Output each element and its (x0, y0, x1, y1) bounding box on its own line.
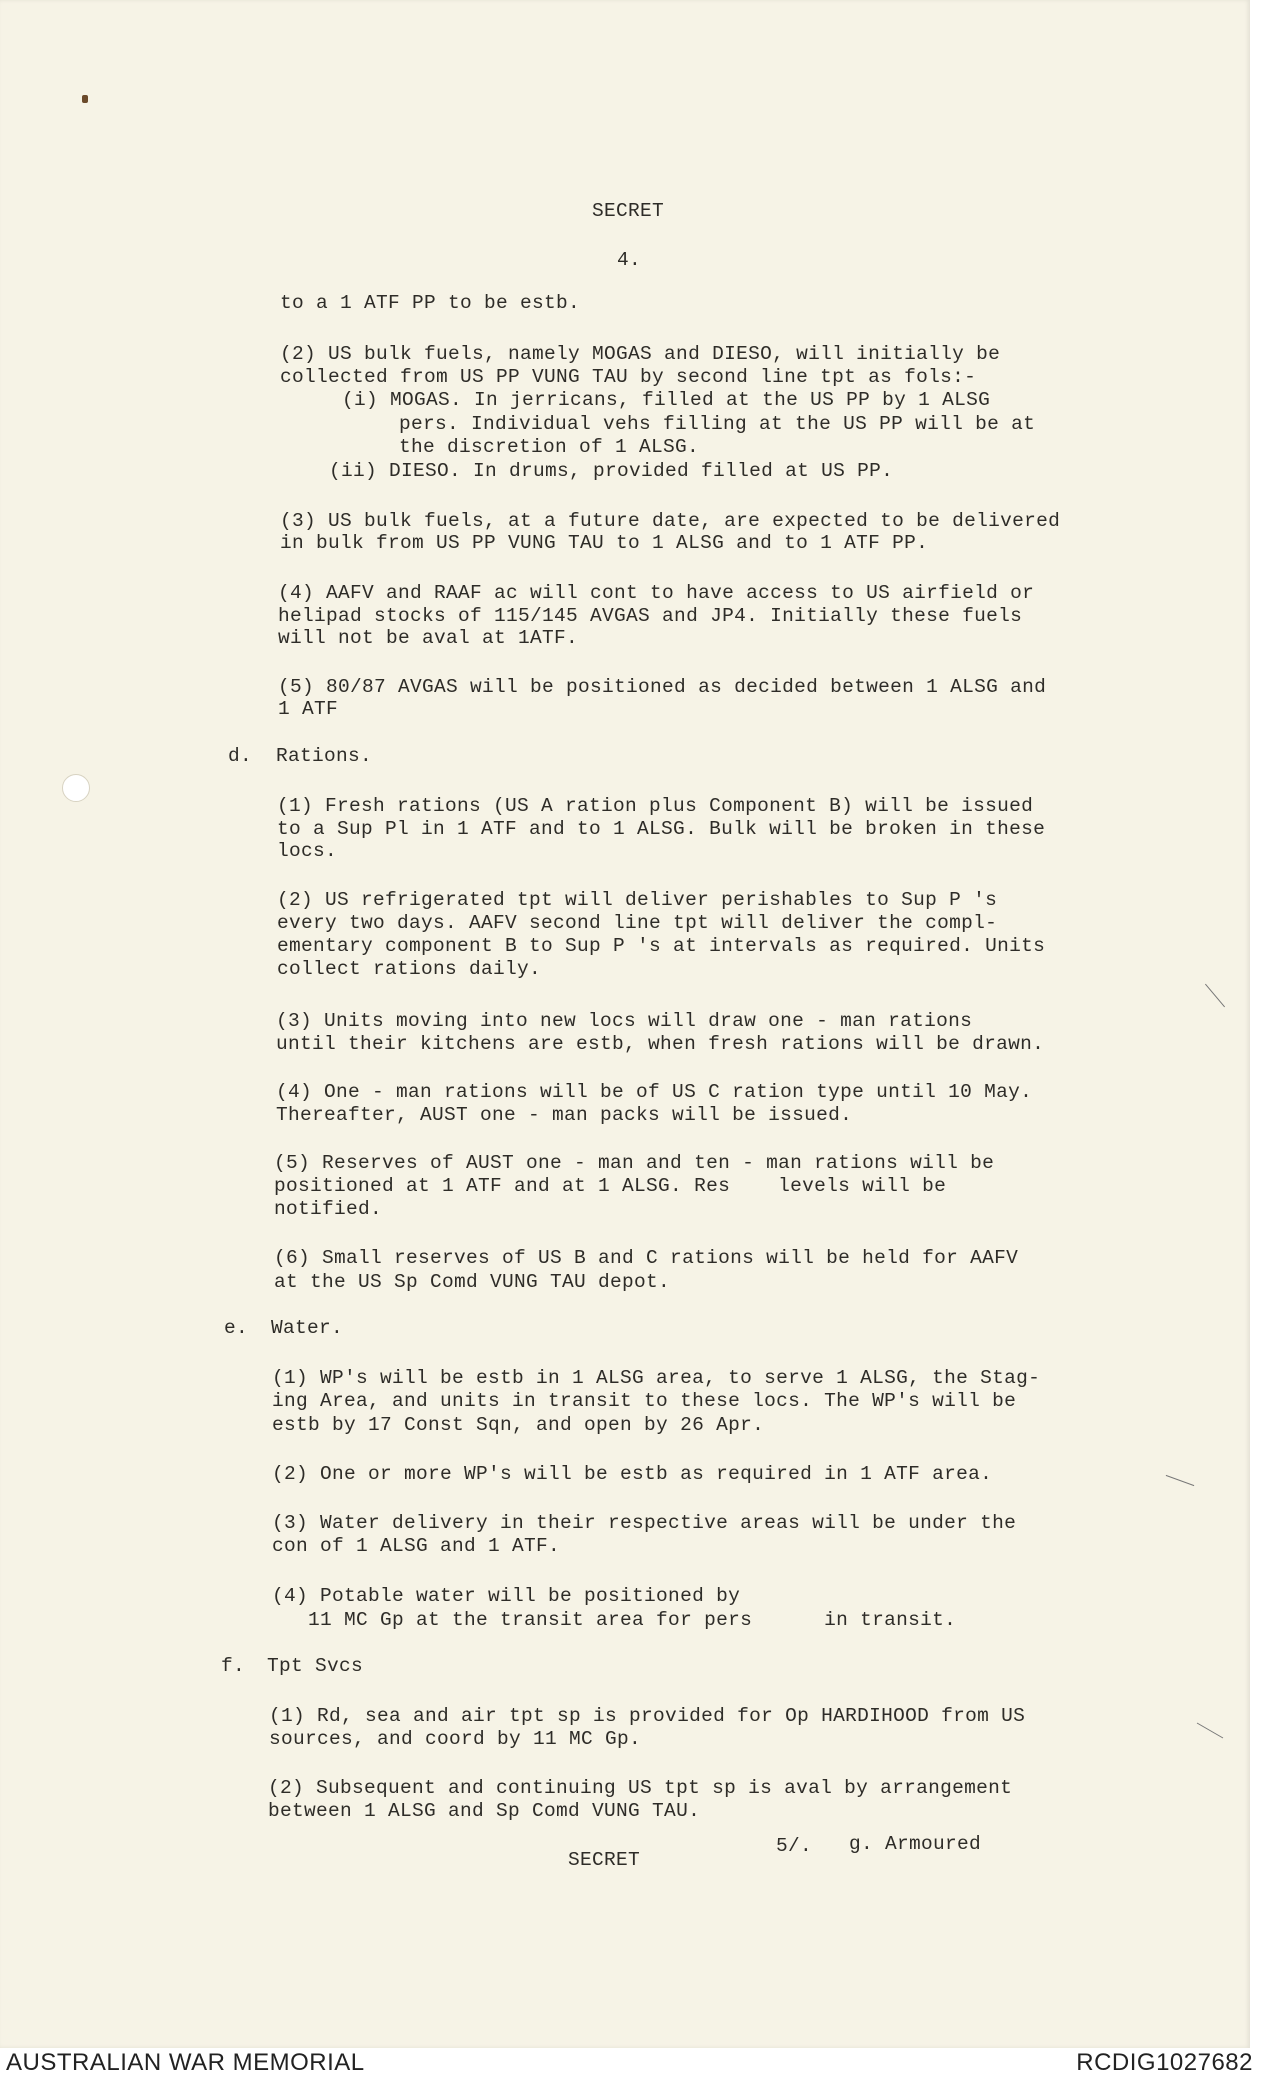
fuel-para-5-line-1: (5) 80/87 AVGAS will be positioned as decided between 1 ALSG and (278, 676, 1047, 698)
rations-para-2-line-2: every two days. AAFV second line tpt will deliver the compl- (277, 912, 998, 934)
transport-heading: Tpt Svcs (267, 1655, 364, 1677)
water-para-1-line-1: (1) WP's will be estb in 1 ALSG area, to serve 1 ALSG, the Stag- (272, 1367, 1041, 1389)
fuel-para-5-line-2: 1 ATF (278, 698, 339, 720)
footer-classification: SECRET (568, 1849, 641, 1871)
continuation-line: to a 1 ATF PP to be estb. (280, 292, 581, 314)
page-number: 4. (617, 249, 642, 271)
fuel-sub-i-line-3: the discretion of 1 ALSG. (399, 436, 700, 458)
edge-mark (1197, 1723, 1223, 1739)
water-letter: e. (224, 1317, 249, 1339)
rations-heading: Rations. (276, 745, 373, 767)
rations-para-5-line-1: (5) Reserves of AUST one - man and ten - man rations will be (274, 1152, 995, 1174)
rations-para-4-line-1: (4) One - man rations will be of US C ration type until 10 May. (276, 1081, 1033, 1103)
rations-para-3-line-2: until their kitchens are estb, when fresh rations will be drawn. (276, 1033, 1045, 1055)
water-para-4-line-1: (4) Potable water will be positioned by (272, 1585, 741, 1607)
fuel-sub-ii-line-1: (ii) DIESO. In drums, provided filled at US PP. (329, 460, 894, 482)
fuel-para-4-line-2: helipad stocks of 115/145 AVGAS and JP4. Initially these fuels (278, 605, 1023, 627)
rations-para-5-line-3: notified. (274, 1198, 383, 1220)
rations-para-6-line-2: at the US Sp Comd VUNG TAU depot. (274, 1271, 671, 1293)
rations-letter: d. (228, 745, 253, 767)
fuel-para-4-line-3: will not be aval at 1ATF. (278, 627, 579, 649)
transport-letter: f. (221, 1655, 246, 1677)
water-heading: Water. (271, 1317, 344, 1339)
rations-para-1-line-1: (1) Fresh rations (US A ration plus Component B) will be issued (277, 795, 1034, 817)
rations-para-1-line-2: to a Sup Pl in 1 ATF and to 1 ALSG. Bulk will be broken in these (277, 818, 1046, 840)
transport-para-2-line-1: (2) Subsequent and continuing US tpt sp is aval by arrangement (268, 1777, 1013, 1799)
water-para-4-line-2: 11 MC Gp at the transit area for pers in transit. (272, 1609, 957, 1631)
punch-hole (62, 774, 90, 802)
rations-para-2-line-3: ementary component B to Sup P 's at intervals as required. Units (277, 935, 1046, 957)
transport-para-2-line-2: between 1 ALSG and Sp Comd VUNG TAU. (268, 1800, 701, 1822)
fuel-para-2-line-1: (2) US bulk fuels, namely MOGAS and DIESO, will initially be (280, 343, 1001, 365)
catchword: g. Armoured (849, 1833, 982, 1855)
fuel-para-2-line-2: collected from US PP VUNG TAU by second line tpt as fols:- (280, 366, 977, 388)
rations-para-1-line-3: locs. (277, 840, 338, 862)
next-page-marker: 5/. (776, 1835, 813, 1857)
rations-para-4-line-2: Thereafter, AUST one - man packs will be issued. (276, 1104, 853, 1126)
water-para-3-line-2: con of 1 ALSG and 1 ATF. (272, 1535, 561, 1557)
archive-record-id: RCDIG1027682 (1076, 2049, 1253, 2076)
fuel-para-4-line-1: (4) AAFV and RAAF ac will cont to have access to US airfield or (278, 582, 1035, 604)
fuel-para-3-line-2: in bulk from US PP VUNG TAU to 1 ALSG and to 1 ATF PP. (280, 532, 929, 554)
header-classification: SECRET (592, 200, 665, 222)
rations-para-3-line-1: (3) Units moving into new locs will draw one - man rations (276, 1010, 973, 1032)
rations-para-5-line-2: positioned at 1 ATF and at 1 ALSG. Res levels will be (274, 1175, 947, 1197)
fuel-sub-i-line-1: (i) MOGAS. In jerricans, filled at the US PP by 1 ALSG (342, 389, 991, 411)
water-para-1-line-3: estb by 17 Const Sqn, and open by 26 Apr. (272, 1414, 765, 1436)
edge-mark (1205, 984, 1225, 1008)
transport-para-1-line-1: (1) Rd, sea and air tpt sp is provided for Op HARDIHOOD from US (269, 1705, 1026, 1727)
rations-para-2-line-4: collect rations daily. (277, 958, 542, 980)
rations-para-6-line-1: (6) Small reserves of US B and C rations will be held for AAFV (274, 1247, 1019, 1269)
edge-mark (1166, 1475, 1195, 1486)
transport-para-1-line-2: sources, and coord by 11 MC Gp. (269, 1728, 642, 1750)
fuel-sub-i-line-2: pers. Individual vehs filling at the US PP will be at (399, 413, 1036, 435)
water-para-1-line-2: ing Area, and units in transit to these locs. The WP's will be (272, 1390, 1017, 1412)
archive-institution: AUSTRALIAN WAR MEMORIAL (6, 2049, 365, 2076)
paper-speck (82, 95, 88, 103)
water-para-3-line-1: (3) Water delivery in their respective areas will be under the (272, 1512, 1017, 1534)
fuel-para-3-line-1: (3) US bulk fuels, at a future date, are expected to be delivered (280, 510, 1061, 532)
water-para-2-line-1: (2) One or more WP's will be estb as required in 1 ATF area. (272, 1463, 993, 1485)
rations-para-2-line-1: (2) US refrigerated tpt will deliver perishables to Sup P 's (277, 889, 998, 911)
